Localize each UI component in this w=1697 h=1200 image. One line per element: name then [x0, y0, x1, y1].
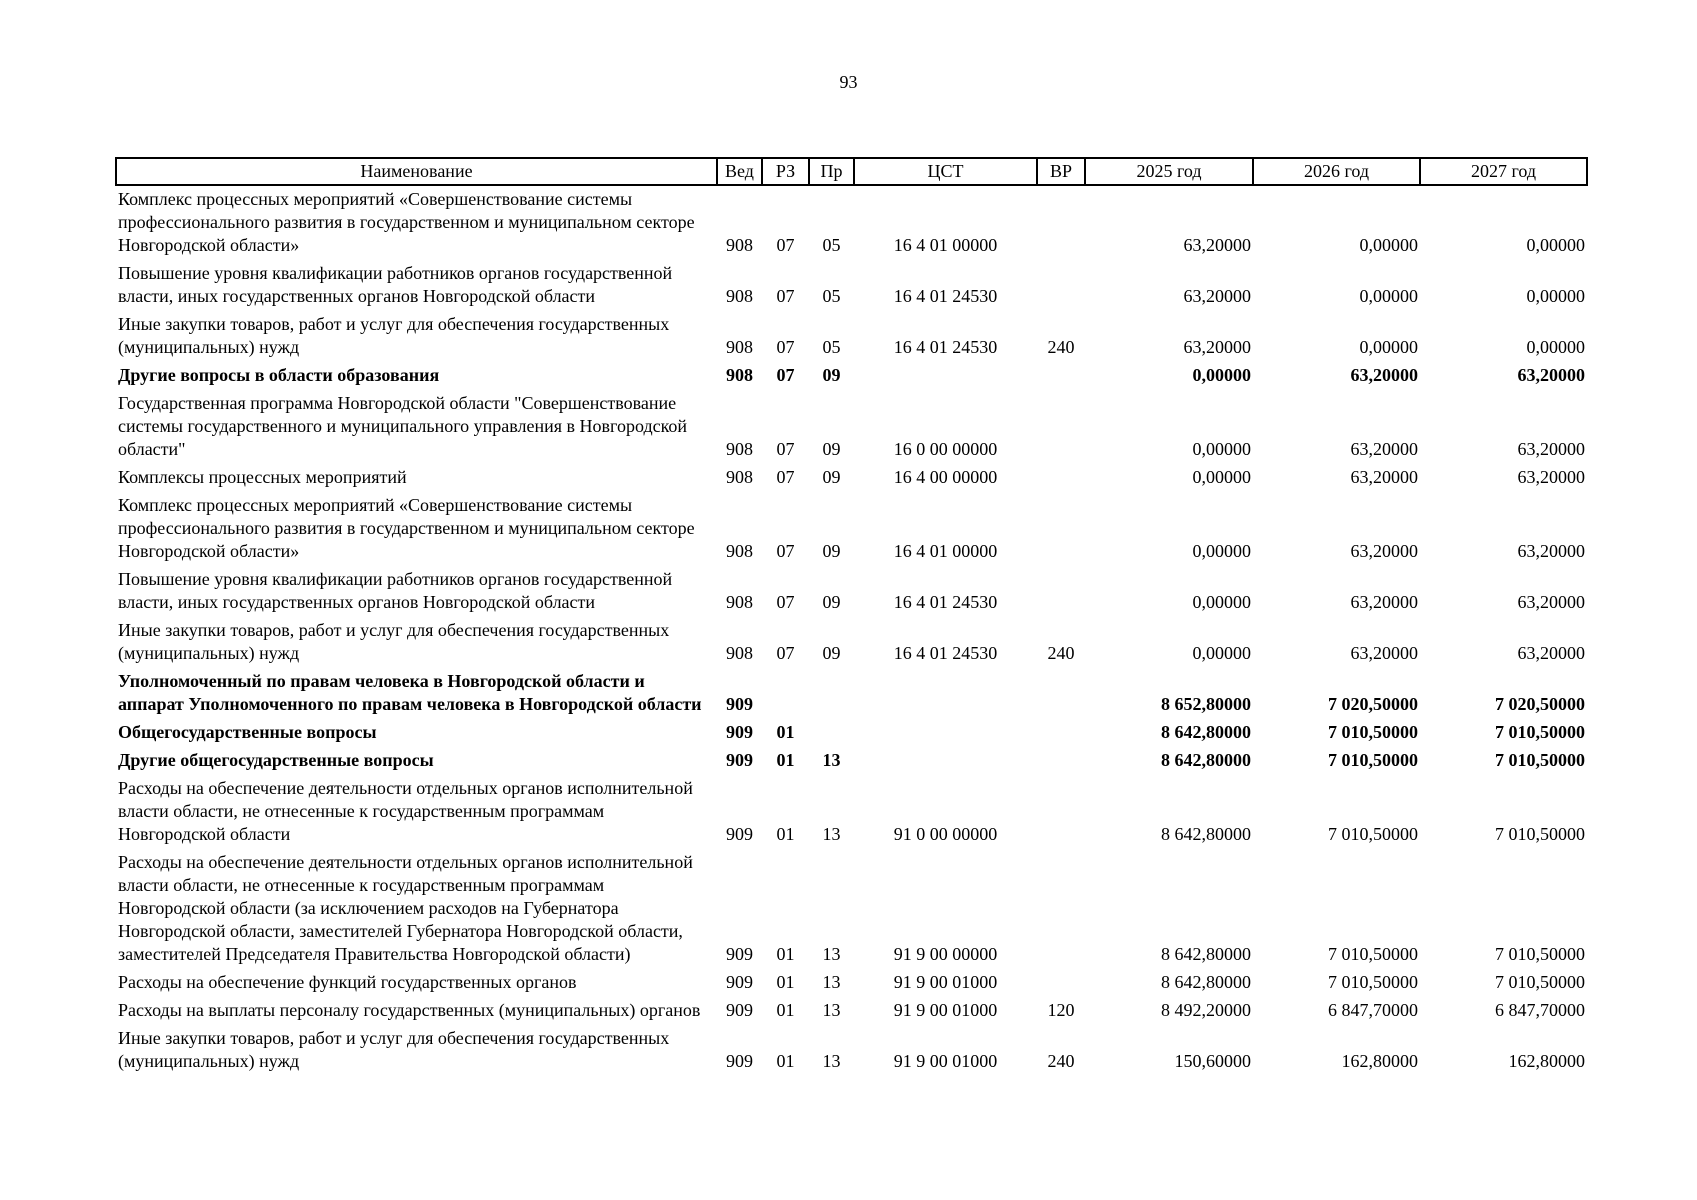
row-rz: 01: [776, 824, 795, 844]
page-number: 93: [839, 72, 858, 92]
row-vr: [1037, 775, 1085, 849]
row-name: Другие общегосударственные вопросы: [118, 750, 434, 770]
row-2026: 0,00000: [1359, 286, 1418, 306]
row-vr: [1037, 260, 1085, 311]
row-cst: [854, 747, 1037, 775]
row-ved: 908: [726, 467, 753, 487]
row-2027: 0,00000: [1526, 337, 1585, 357]
row-2025: 8 642,80000: [1161, 972, 1251, 992]
row-2027: 7 010,50000: [1495, 972, 1585, 992]
row-2027: 7 020,50000: [1495, 694, 1585, 714]
row-name: Расходы на обеспечение деятельности отдельных органов исполнительной власти области, не отнесенные к государственным программам Новгородской области (за исключением расходов на Губернатора Новгородской области, заместителей Губернатора Новгородской области, заместителей Председателя Правительства Новгородской области): [118, 852, 693, 964]
row-2026: 63,20000: [1350, 439, 1418, 459]
header-2026: 2026 год: [1253, 158, 1420, 185]
row-2027: 63,20000: [1517, 592, 1585, 612]
row-cst: [854, 719, 1037, 747]
row-ved: 908: [726, 286, 753, 306]
row-name: Повышение уровня квалификации работников органов государственной власти, иных государственных органов Новгородской области: [118, 263, 673, 306]
budget-table: [115, 157, 1588, 1076]
table-row: [116, 747, 1587, 775]
row-vr: [1037, 185, 1085, 260]
table-row: [116, 668, 1587, 719]
row-pr: 13: [822, 1000, 841, 1020]
row-ved: 908: [726, 592, 753, 612]
row-name: Расходы на выплаты персоналу государственных (муниципальных) органов: [118, 1000, 701, 1020]
table-row: [116, 1025, 1587, 1076]
row-2025: 0,00000: [1192, 643, 1251, 663]
row-pr: 09: [822, 467, 841, 487]
row-rz: 07: [776, 541, 795, 561]
row-name: Комплекс процессных мероприятий «Совершенствование системы профессионального развития в государственном и муниципальном секторе Новгородской области»: [118, 189, 695, 255]
header-pr: Пр: [809, 158, 854, 185]
row-pr: 13: [822, 944, 841, 964]
row-ved: 908: [726, 643, 753, 663]
row-ved: 909: [726, 694, 753, 714]
row-vr: 120: [1047, 1000, 1075, 1020]
row-pr: [809, 719, 854, 747]
row-pr: 13: [822, 1051, 841, 1071]
row-name: Общегосударственные вопросы: [118, 722, 377, 742]
row-cst: 91 9 00 01000: [893, 972, 998, 992]
row-name: Расходы на обеспечение функций государственных органов: [118, 972, 577, 992]
table-row: [116, 997, 1587, 1025]
row-2026: 6 847,70000: [1328, 1000, 1418, 1020]
row-ved: 909: [726, 750, 753, 770]
row-2025: 63,20000: [1183, 235, 1251, 255]
row-pr: 13: [822, 824, 841, 844]
row-ved: 908: [726, 337, 753, 357]
row-2026: 7 010,50000: [1328, 944, 1418, 964]
row-2027: 0,00000: [1526, 235, 1585, 255]
header-vr: ВР: [1037, 158, 1085, 185]
row-name: Повышение уровня квалификации работников органов государственной власти, иных государственных органов Новгородской области: [118, 569, 673, 612]
row-name: Комплекс процессных мероприятий «Совершенствование системы профессионального развития в государственном и муниципальном секторе Новгородской области»: [118, 495, 695, 561]
row-2025: 0,00000: [1192, 541, 1251, 561]
row-cst: 16 4 01 24530: [893, 643, 998, 663]
row-2026: 63,20000: [1350, 365, 1418, 385]
row-ved: 909: [726, 722, 753, 742]
row-vr: [1037, 464, 1085, 492]
row-name: Иные закупки товаров, работ и услуг для обеспечения государственных (муниципальных) нужд: [118, 620, 670, 663]
row-2026: 7 010,50000: [1328, 824, 1418, 844]
header-rz: РЗ: [762, 158, 809, 185]
row-2025: 8 642,80000: [1161, 750, 1251, 770]
row-rz: 07: [776, 286, 795, 306]
row-rz: 01: [776, 944, 795, 964]
row-pr: [809, 668, 854, 719]
row-2027: 7 010,50000: [1495, 944, 1585, 964]
row-2025: 8 642,80000: [1161, 944, 1251, 964]
row-pr: 13: [822, 972, 841, 992]
row-vr: 240: [1047, 337, 1075, 357]
row-2025: 8 492,20000: [1161, 1000, 1251, 1020]
row-cst: [854, 362, 1037, 390]
table-row: [116, 566, 1587, 617]
row-name: Государственная программа Новгородской области "Совершенствование системы государственного и муниципального управления в Новгородской области": [118, 393, 688, 459]
row-2026: 7 010,50000: [1328, 722, 1418, 742]
row-2027: 63,20000: [1517, 541, 1585, 561]
row-name: Уполномоченный по правам человека в Новгородской области и аппарат Уполномоченного по правам человека в Новгородской области: [118, 671, 702, 714]
row-vr: [1037, 849, 1085, 969]
row-2027: 63,20000: [1517, 467, 1585, 487]
row-2026: 63,20000: [1350, 592, 1418, 612]
row-2025: 150,60000: [1174, 1051, 1251, 1071]
row-name: Комплексы процессных мероприятий: [118, 467, 407, 487]
row-name: Расходы на обеспечение деятельности отдельных органов исполнительной власти области, не отнесенные к государственным программам Новгородской области: [118, 778, 693, 844]
table-row: [116, 185, 1587, 260]
row-ved: 909: [726, 1051, 753, 1071]
row-vr: 240: [1047, 643, 1075, 663]
row-2027: 63,20000: [1517, 365, 1585, 385]
row-2026: 162,80000: [1341, 1051, 1418, 1071]
row-2027: 7 010,50000: [1495, 824, 1585, 844]
row-rz: 07: [776, 439, 795, 459]
table-header-row: [116, 158, 1587, 185]
row-rz: 07: [776, 592, 795, 612]
header-2025: 2025 год: [1085, 158, 1253, 185]
row-2026: 7 010,50000: [1328, 750, 1418, 770]
row-rz: 07: [776, 337, 795, 357]
table-body: [116, 185, 1587, 1076]
row-2027: 7 010,50000: [1495, 722, 1585, 742]
row-2025: 0,00000: [1192, 592, 1251, 612]
row-2025: 8 642,80000: [1161, 722, 1251, 742]
table-row: [116, 464, 1587, 492]
row-vr: [1037, 668, 1085, 719]
table-row: [116, 719, 1587, 747]
table-row: [116, 617, 1587, 668]
table-row: [116, 775, 1587, 849]
header-2027: 2027 год: [1420, 158, 1587, 185]
row-cst: 16 4 01 24530: [893, 592, 998, 612]
table-row: [116, 260, 1587, 311]
row-2026: 63,20000: [1350, 541, 1418, 561]
row-vr: [1037, 566, 1085, 617]
row-rz: 07: [776, 467, 795, 487]
row-2027: 63,20000: [1517, 643, 1585, 663]
row-name: Иные закупки товаров, работ и услуг для обеспечения государственных (муниципальных) нужд: [118, 1028, 670, 1071]
row-cst: 91 9 00 01000: [893, 1000, 998, 1020]
row-ved: 908: [726, 439, 753, 459]
row-2026: 0,00000: [1359, 337, 1418, 357]
row-pr: 05: [822, 286, 841, 306]
row-cst: [854, 668, 1037, 719]
row-2025: 0,00000: [1192, 365, 1251, 385]
row-cst: 16 4 01 24530: [893, 337, 998, 357]
row-rz: 01: [776, 750, 795, 770]
row-vr: [1037, 719, 1085, 747]
row-cst: 16 4 00 00000: [893, 467, 998, 487]
row-ved: 908: [726, 235, 753, 255]
row-2025: 8 652,80000: [1161, 694, 1251, 714]
row-2027: 0,00000: [1526, 286, 1585, 306]
row-2025: 0,00000: [1192, 467, 1251, 487]
row-vr: [1037, 969, 1085, 997]
row-vr: [1037, 747, 1085, 775]
row-rz: 01: [776, 1051, 795, 1071]
row-cst: 91 0 00 00000: [893, 824, 998, 844]
row-2027: 7 010,50000: [1495, 750, 1585, 770]
table-row: [116, 969, 1587, 997]
table-row: [116, 390, 1587, 464]
table-row: [116, 849, 1587, 969]
row-cst: 16 4 01 24530: [893, 286, 998, 306]
row-ved: 908: [726, 541, 753, 561]
row-2026: 63,20000: [1350, 643, 1418, 663]
header-cst: ЦСТ: [854, 158, 1037, 185]
row-rz: 01: [776, 972, 795, 992]
row-rz: 07: [776, 235, 795, 255]
row-2025: 0,00000: [1192, 439, 1251, 459]
row-2026: 0,00000: [1359, 235, 1418, 255]
row-vr: [1037, 362, 1085, 390]
row-pr: 13: [822, 750, 841, 770]
row-vr: [1037, 492, 1085, 566]
row-2027: 63,20000: [1517, 439, 1585, 459]
row-pr: 09: [822, 592, 841, 612]
row-2025: 8 642,80000: [1161, 824, 1251, 844]
row-cst: 16 4 01 00000: [893, 541, 998, 561]
row-2026: 7 010,50000: [1328, 972, 1418, 992]
row-name: Иные закупки товаров, работ и услуг для обеспечения государственных (муниципальных) нужд: [118, 314, 670, 357]
header-name: Наименование: [116, 158, 717, 185]
row-ved: 909: [726, 1000, 753, 1020]
row-pr: 05: [822, 337, 841, 357]
row-2026: 7 020,50000: [1328, 694, 1418, 714]
row-vr: 240: [1047, 1051, 1075, 1071]
row-cst: 91 9 00 01000: [893, 1051, 998, 1071]
row-2025: 63,20000: [1183, 286, 1251, 306]
row-rz: [762, 668, 809, 719]
row-pr: 09: [822, 365, 841, 385]
table-row: [116, 492, 1587, 566]
row-pr: 05: [822, 235, 841, 255]
row-2027: 6 847,70000: [1495, 1000, 1585, 1020]
row-cst: 16 0 00 00000: [893, 439, 998, 459]
row-cst: 16 4 01 00000: [893, 235, 998, 255]
row-ved: 909: [726, 824, 753, 844]
row-pr: 09: [822, 643, 841, 663]
row-vr: [1037, 390, 1085, 464]
row-rz: 07: [776, 365, 795, 385]
row-2027: 162,80000: [1508, 1051, 1585, 1071]
table-row: [116, 311, 1587, 362]
row-rz: 01: [776, 1000, 795, 1020]
row-ved: 909: [726, 972, 753, 992]
row-ved: 909: [726, 944, 753, 964]
header-ved: Вед: [717, 158, 762, 185]
row-2025: 63,20000: [1183, 337, 1251, 357]
table-row: [116, 362, 1587, 390]
row-2026: 63,20000: [1350, 467, 1418, 487]
row-pr: 09: [822, 439, 841, 459]
row-rz: 01: [776, 722, 795, 742]
row-name: Другие вопросы в области образования: [118, 365, 440, 385]
row-pr: 09: [822, 541, 841, 561]
row-cst: 91 9 00 00000: [893, 944, 998, 964]
row-rz: 07: [776, 643, 795, 663]
row-ved: 908: [726, 365, 753, 385]
